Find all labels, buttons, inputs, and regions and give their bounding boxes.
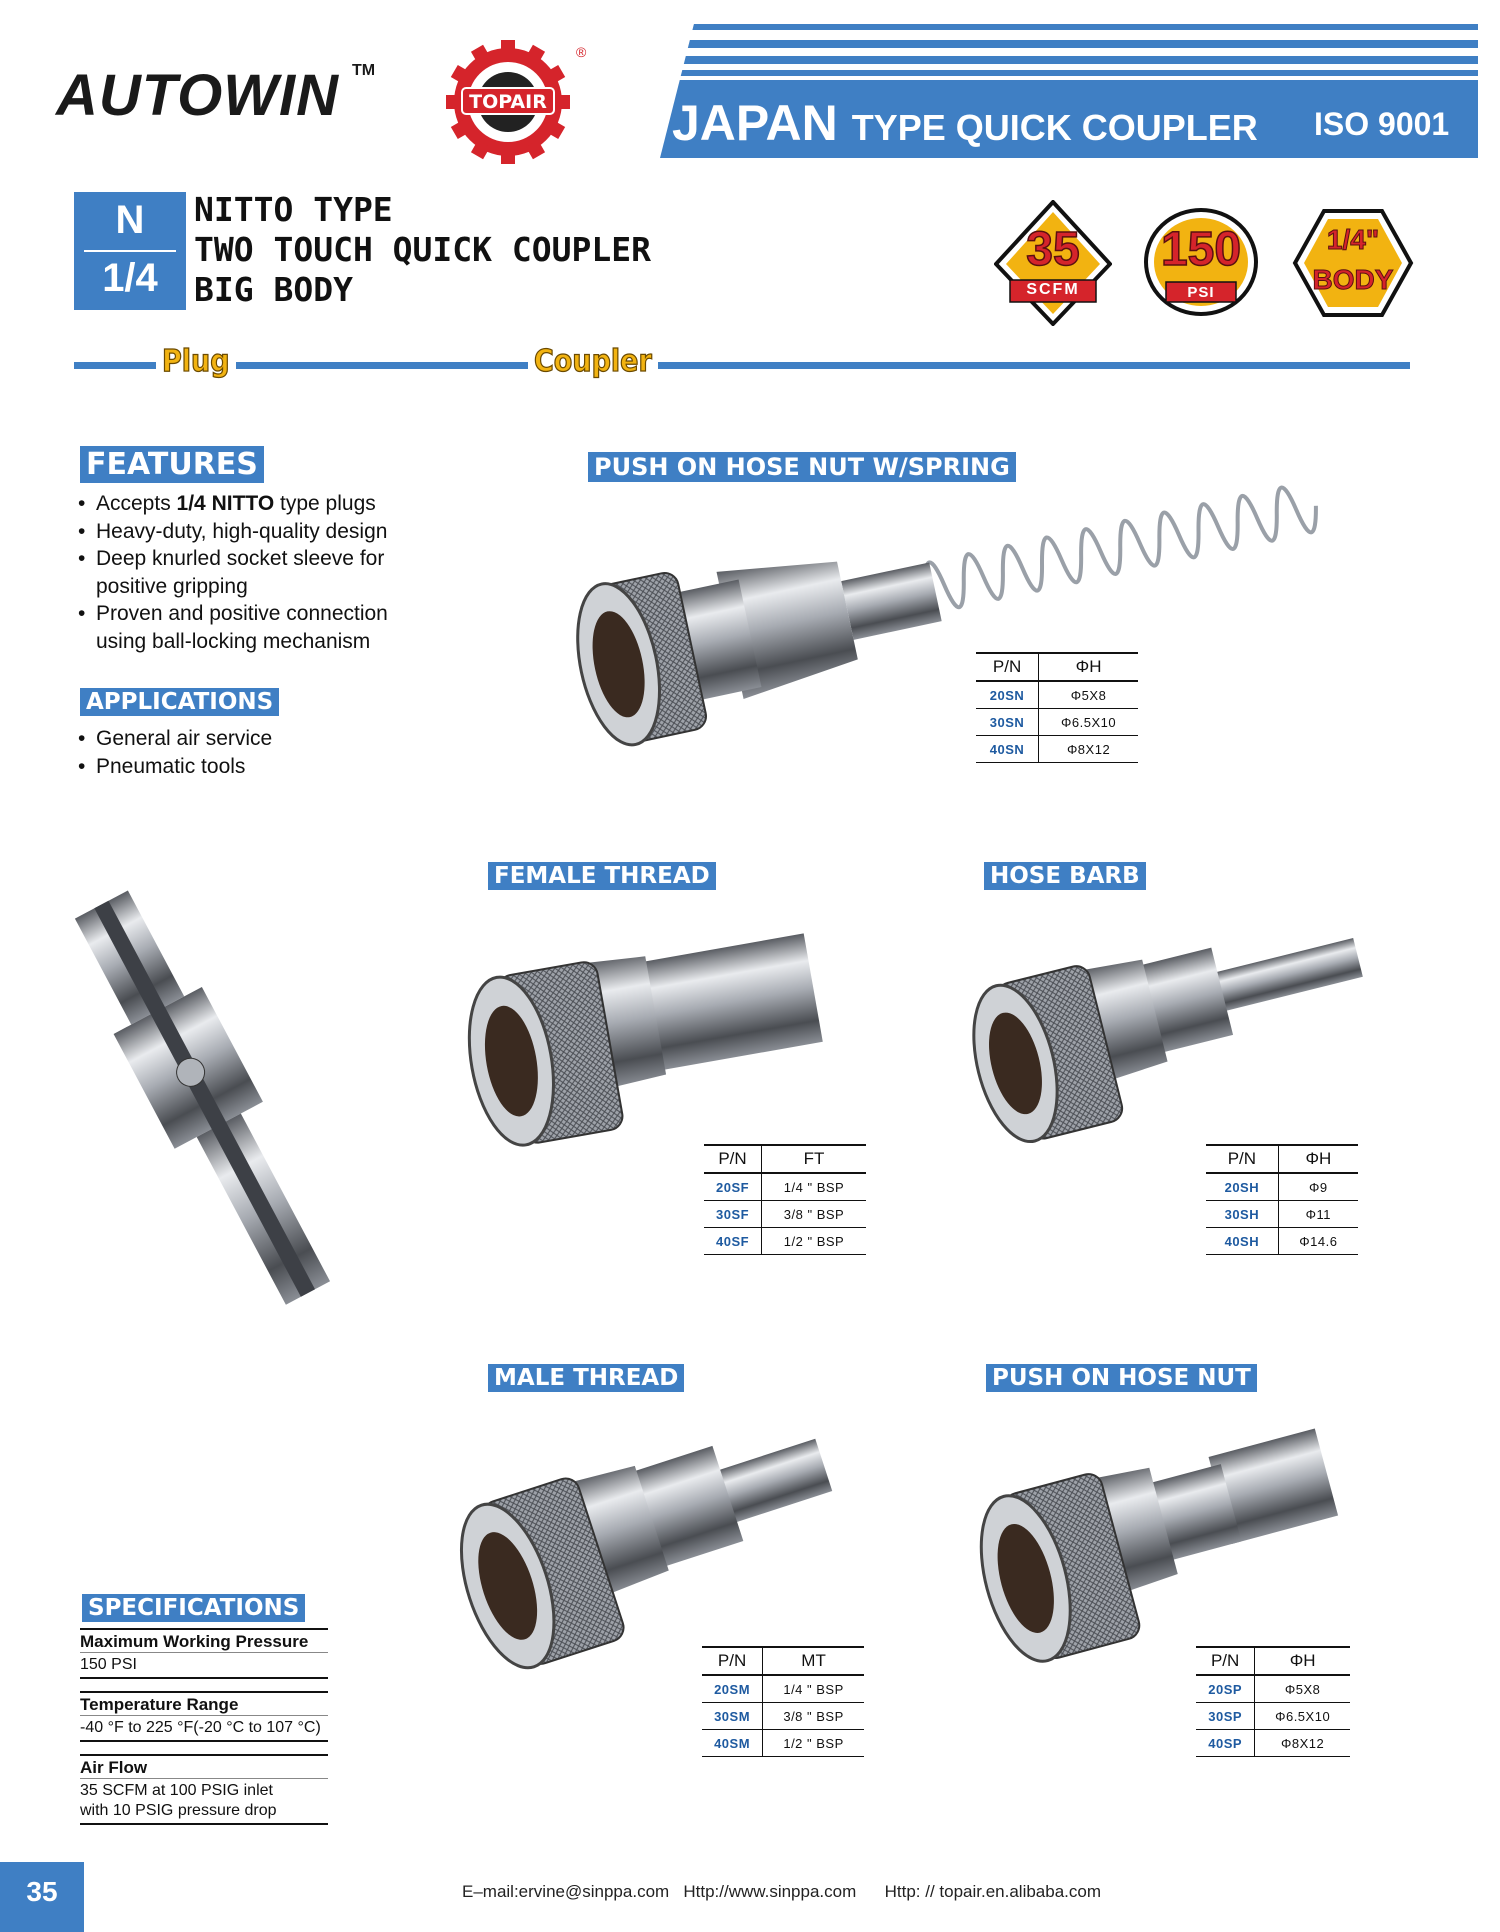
table-header: P/N <box>702 1647 763 1675</box>
registered-mark: ® <box>576 44 587 60</box>
table-header: P/N <box>704 1145 762 1173</box>
applications-list <box>78 725 438 780</box>
application-item: • Pneumatic tools <box>78 753 438 781</box>
badge-scfm-unit: SCFM <box>1026 281 1080 298</box>
product-code-type: N <box>115 198 145 242</box>
table-row: 30SN Φ6.5X10 <box>976 709 1138 736</box>
spring-table <box>976 652 1138 763</box>
female-thread-table <box>704 1144 866 1255</box>
product-name: NITTO TYPE TWO TOUCH QUICK COUPLER BIG BODY <box>194 190 651 309</box>
footer-website: Http://www.sinppa.com <box>683 1882 857 1901</box>
badge-body-value: 1/4" <box>1326 224 1380 255</box>
male-thread-table <box>702 1646 864 1757</box>
table-header: P/N <box>976 653 1039 681</box>
feature-item: • Proven and positive connection using ball-locking mechanism <box>78 600 438 655</box>
autowin-logo: AUTOWIN <box>56 63 340 128</box>
spec-value: 150 PSI <box>80 1652 328 1679</box>
table-header: FT <box>762 1145 866 1173</box>
table-header: P/N <box>1206 1145 1278 1173</box>
table-row: 20SM 1/4 " BSP <box>702 1675 864 1703</box>
features-list <box>78 490 438 655</box>
application-item: • General air service <box>78 725 438 753</box>
spec-label: Temperature Range <box>80 1691 328 1715</box>
product-code-box <box>74 192 186 310</box>
table-row: 30SM 3/8 " BSP <box>702 1703 864 1730</box>
page-number: 35 <box>0 1862 84 1932</box>
badge-body-unit: BODY <box>1312 264 1394 295</box>
iso-certification: ISO 9001 <box>1314 106 1450 142</box>
divider-line-2 <box>236 362 528 369</box>
plug-cutaway-image <box>60 840 420 1320</box>
table-row: 30SF 3/8 " BSP <box>704 1201 866 1228</box>
table-row: 20SH Φ9 <box>1206 1173 1358 1201</box>
female-thread-label: FEMALE THREAD <box>488 862 716 890</box>
applications-title: APPLICATIONS <box>80 688 279 716</box>
footer-email: E–mail:ervine@sinppa.com <box>462 1882 670 1901</box>
trademark-mark: TM <box>352 62 376 79</box>
hose-barb-label: HOSE BARB <box>984 862 1146 890</box>
table-row: 40SF 1/2 " BSP <box>704 1228 866 1255</box>
table-row: 40SH Φ14.6 <box>1206 1228 1358 1255</box>
header-right-margin <box>1478 0 1500 158</box>
table-header: MT <box>763 1647 864 1675</box>
table-row: 40SP Φ8X12 <box>1196 1730 1350 1757</box>
hose-barb-table <box>1206 1144 1358 1255</box>
table-row: 30SP Φ6.5X10 <box>1196 1703 1350 1730</box>
table-header: P/N <box>1196 1647 1255 1675</box>
table-header: ΦH <box>1255 1647 1350 1675</box>
table-row: 20SF 1/4 " BSP <box>704 1173 866 1201</box>
table-header: ΦH <box>1278 1145 1358 1173</box>
page-title: JAPAN TYPE QUICK COUPLER <box>672 95 1258 151</box>
features-title: FEATURES <box>80 446 264 483</box>
hose-nut-table <box>1196 1646 1350 1757</box>
spec-label: Maximum Working Pressure <box>80 1628 328 1652</box>
table-row: 40SN Φ8X12 <box>976 736 1138 763</box>
table-row: 30SH Φ11 <box>1206 1201 1358 1228</box>
divider-line-3 <box>658 362 1410 369</box>
spring-label: PUSH ON HOSE NUT W/SPRING <box>588 452 1016 482</box>
table-row: 40SM 1/2 " BSP <box>702 1730 864 1757</box>
feature-item: • Accepts 1/4 NITTO type plugs <box>78 490 438 518</box>
plug-label: Plug <box>162 344 230 379</box>
coupler-label: Coupler <box>534 344 652 379</box>
footer-alibaba: Http: // topair.en.alibaba.com <box>884 1882 1102 1901</box>
feature-item: • Heavy-duty, high-quality design <box>78 518 438 546</box>
table-row: 20SP Φ5X8 <box>1196 1675 1350 1703</box>
badge-scfm-value: 35 <box>1026 223 1080 276</box>
spec-label: Air Flow <box>80 1754 328 1778</box>
coupler-image-barb <box>960 890 1380 1170</box>
specifications-title: SPECIFICATIONS <box>82 1594 305 1622</box>
specifications-list <box>80 1628 328 1825</box>
hose-nut-label: PUSH ON HOSE NUT <box>986 1364 1257 1392</box>
spec-value: 35 SCFM at 100 PSIG inlet with 10 PSIG pressure drop <box>80 1778 328 1825</box>
topair-text: TOPAIR <box>469 91 547 113</box>
product-code-size: 1/4 <box>102 256 158 300</box>
feature-item: • Deep knurled socket sleeve for positive gripping <box>78 545 438 600</box>
spec-value: -40 °F to 225 °F(-20 °C to 107 °C) <box>80 1715 328 1742</box>
male-thread-label: MALE THREAD <box>488 1364 684 1392</box>
badge-psi-unit: PSI <box>1187 284 1215 301</box>
footer-contacts <box>462 1882 1101 1902</box>
table-header: ΦH <box>1039 653 1138 681</box>
table-row: 20SN Φ5X8 <box>976 681 1138 709</box>
divider-line-1 <box>74 362 156 369</box>
badge-psi-value: 150 <box>1160 223 1242 276</box>
coupler-image-female <box>440 900 880 1180</box>
